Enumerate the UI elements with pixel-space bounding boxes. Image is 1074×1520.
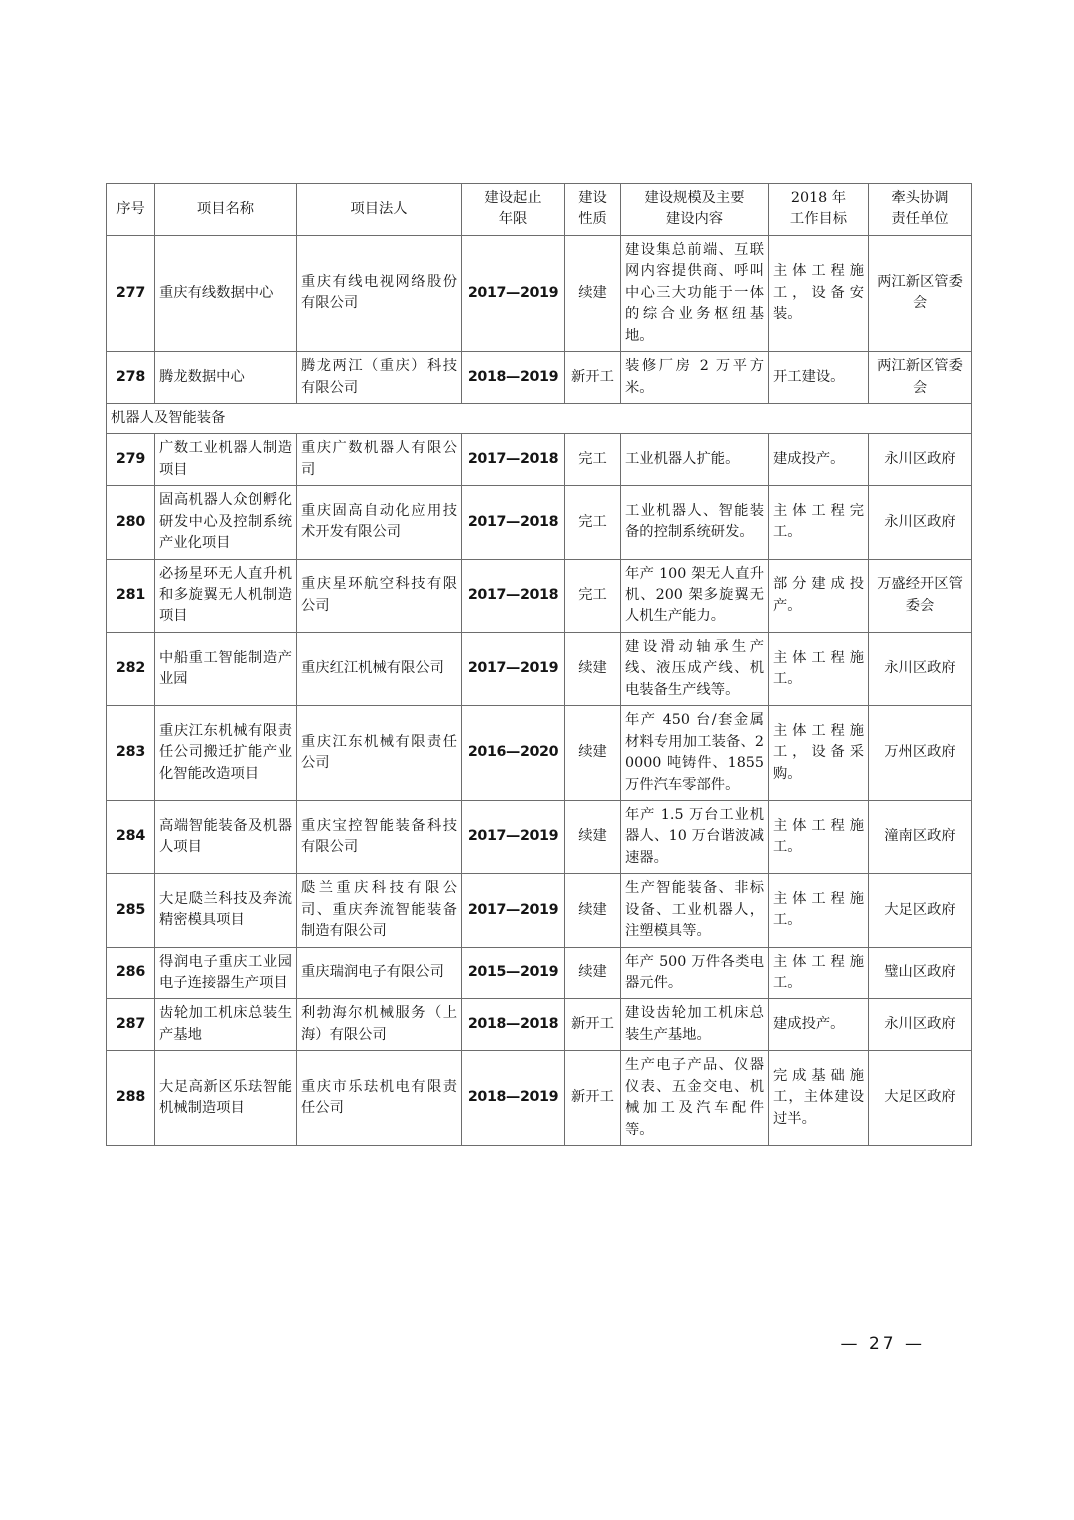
project-list-table	[106, 183, 972, 1146]
cell-legal-person: 重庆瑞润电子有限公司	[297, 947, 462, 999]
table-row	[107, 486, 972, 559]
cell-responsible-unit: 大足区政府	[869, 1051, 972, 1146]
column-header-years	[462, 184, 565, 236]
cell-legal-person: 重庆市乐珐机电有限责任公司	[297, 1051, 462, 1146]
cell-nature: 新开工	[565, 1051, 621, 1146]
table-row	[107, 434, 972, 486]
cell-nature: 完工	[565, 559, 621, 632]
cell-responsible-unit: 永川区政府	[869, 434, 972, 486]
cell-legal-person: 重庆固高自动化应用技术开发有限公司	[297, 486, 462, 559]
cell-goal-2018: 主体工程施工。	[769, 947, 869, 999]
cell-scale-content: 年产 100 架无人直升机、200 架多旋翼无人机生产能力。	[621, 559, 769, 632]
cell-responsible-unit: 璧山区政府	[869, 947, 972, 999]
cell-scale-content: 生产智能装备、非标设备、工业机器人，注塑模具等。	[621, 874, 769, 947]
column-header-line: 年限	[498, 211, 528, 228]
cell-responsible-unit: 潼南区政府	[869, 800, 972, 873]
cell-nature: 新开工	[565, 999, 621, 1051]
cell-index: 286	[107, 947, 155, 999]
cell-goal-2018: 主体工程施工，设备安装。	[769, 235, 869, 351]
cell-legal-person: 腾龙两江（重庆）科技有限公司	[297, 352, 462, 404]
cell-scale-content: 年产 500 万件各类电器元件。	[621, 947, 769, 999]
cell-project-name: 重庆有线数据中心	[155, 235, 297, 351]
cell-years: 2017—2018	[462, 559, 565, 632]
cell-responsible-unit: 永川区政府	[869, 632, 972, 705]
cell-goal-2018: 主体工程完工。	[769, 486, 869, 559]
cell-nature: 完工	[565, 486, 621, 559]
table-row	[107, 1051, 972, 1146]
cell-project-name: 腾龙数据中心	[155, 352, 297, 404]
section-label: 机器人及智能装备	[107, 403, 972, 433]
cell-years: 2018—2019	[462, 352, 565, 404]
cell-goal-2018: 开工建设。	[769, 352, 869, 404]
column-header-line: 建设内容	[665, 211, 724, 228]
cell-years: 2018—2018	[462, 999, 565, 1051]
cell-nature: 续建	[565, 874, 621, 947]
table-section-row	[107, 403, 972, 433]
table-body	[107, 184, 972, 1146]
cell-index: 284	[107, 800, 155, 873]
cell-responsible-unit: 万盛经开区管委会	[869, 559, 972, 632]
cell-goal-2018: 主体工程施工。	[769, 874, 869, 947]
table-header-row	[107, 184, 972, 236]
column-header-goal	[769, 184, 869, 236]
cell-goal-2018: 主体工程施工。	[769, 632, 869, 705]
cell-legal-person: 重庆有线电视网络股份有限公司	[297, 235, 462, 351]
column-header-line: 项目法人	[350, 200, 408, 217]
cell-legal-person: 重庆江东机械有限责任公司	[297, 706, 462, 801]
cell-project-name: 固高机器人众创孵化研发中心及控制系统产业化项目	[155, 486, 297, 559]
column-header-line: 牽头协调	[891, 190, 949, 206]
cell-responsible-unit: 大足区政府	[869, 874, 972, 947]
cell-legal-person: 瓞兰重庆科技有限公司、重庆奔流智能装备制造有限公司	[297, 874, 462, 947]
cell-nature: 续建	[565, 947, 621, 999]
column-header-line: 工作目标	[789, 211, 848, 228]
cell-goal-2018: 部分建成投产。	[769, 559, 869, 632]
cell-scale-content: 年产 1.5 万台工业机器人、10 万台谐波减速器。	[621, 800, 769, 873]
cell-years: 2017—2018	[462, 434, 565, 486]
cell-index: 277	[107, 235, 155, 351]
cell-index: 282	[107, 632, 155, 705]
cell-index: 283	[107, 706, 155, 801]
table-row	[107, 947, 972, 999]
cell-project-name: 得润电子重庆工业园电子连接器生产项目	[155, 947, 297, 999]
cell-nature: 续建	[565, 706, 621, 801]
cell-responsible-unit: 两江新区管委会	[869, 235, 972, 351]
cell-responsible-unit: 两江新区管委会	[869, 352, 972, 404]
cell-goal-2018: 建成投产。	[769, 999, 869, 1051]
cell-goal-2018: 建成投产。	[769, 434, 869, 486]
column-header-unit	[869, 184, 972, 236]
column-header-line: 责任单位	[891, 211, 949, 228]
cell-scale-content: 装修厂房 2 万平方米。	[621, 352, 769, 404]
cell-legal-person: 重庆红江机械有限公司	[297, 632, 462, 705]
table-row	[107, 235, 972, 351]
column-header-line: 建设	[578, 190, 607, 206]
cell-index: 279	[107, 434, 155, 486]
column-header-index	[107, 184, 155, 236]
cell-project-name: 必扬星环无人直升机和多旋翼无人机制造项目	[155, 559, 297, 632]
column-header-line: 建设起止	[484, 190, 542, 206]
column-header-line: 序号	[116, 200, 145, 217]
cell-scale-content: 工业机器人、智能装备的控制系统研发。	[621, 486, 769, 559]
cell-nature: 新开工	[565, 352, 621, 404]
column-header-line: 2018 年	[790, 190, 847, 206]
cell-legal-person: 重庆广数机器人有限公司	[297, 434, 462, 486]
cell-scale-content: 年产 450 台/套金属材料专用加工装备、20000 吨铸件、1855 万件汽车零部件。	[621, 706, 769, 801]
cell-index: 281	[107, 559, 155, 632]
cell-scale-content: 生产电子产品、仪器仪表、五金交电、机械加工及汽车配件等。	[621, 1051, 769, 1146]
cell-legal-person: 利勃海尔机械服务（上海）有限公司	[297, 999, 462, 1051]
cell-nature: 续建	[565, 235, 621, 351]
cell-project-name: 重庆江东机械有限责任公司搬迁扩能产业化智能改造项目	[155, 706, 297, 801]
column-header-legal-person	[297, 184, 462, 236]
cell-project-name: 高端智能装备及机器人项目	[155, 800, 297, 873]
cell-index: 278	[107, 352, 155, 404]
table-row	[107, 352, 972, 404]
cell-index: 288	[107, 1051, 155, 1146]
cell-years: 2017—2018	[462, 486, 565, 559]
table-row	[107, 999, 972, 1051]
cell-scale-content: 建设滑动轴承生产线、液压成产线、机电装备生产线等。	[621, 632, 769, 705]
cell-nature: 续建	[565, 800, 621, 873]
cell-index: 280	[107, 486, 155, 559]
project-table-container	[106, 183, 971, 1146]
column-header-scale	[621, 184, 769, 236]
cell-index: 285	[107, 874, 155, 947]
cell-goal-2018: 主体工程施工。	[769, 800, 869, 873]
column-header-line: 性质	[578, 211, 607, 228]
cell-project-name: 广数工业机器人制造项目	[155, 434, 297, 486]
cell-nature: 续建	[565, 632, 621, 705]
table-row	[107, 800, 972, 873]
cell-project-name: 齿轮加工机床总装生产基地	[155, 999, 297, 1051]
page-number: — 27 —	[840, 1334, 925, 1354]
cell-legal-person: 重庆星环航空科技有限公司	[297, 559, 462, 632]
cell-legal-person: 重庆宝控智能装备科技有限公司	[297, 800, 462, 873]
cell-scale-content: 建设齿轮加工机床总装生产基地。	[621, 999, 769, 1051]
cell-responsible-unit: 永川区政府	[869, 486, 972, 559]
cell-years: 2017—2019	[462, 800, 565, 873]
column-header-name	[155, 184, 297, 236]
column-header-nature	[565, 184, 621, 236]
cell-years: 2017—2019	[462, 235, 565, 351]
cell-years: 2016—2020	[462, 706, 565, 801]
cell-goal-2018: 完成基础施工，主体建设过半。	[769, 1051, 869, 1146]
cell-project-name: 中船重工智能制造产业园	[155, 632, 297, 705]
table-row	[107, 559, 972, 632]
table-row	[107, 632, 972, 705]
column-header-line: 建设规模及主要	[644, 190, 745, 206]
cell-years: 2018—2019	[462, 1051, 565, 1146]
cell-nature: 完工	[565, 434, 621, 486]
cell-scale-content: 工业机器人扩能。	[621, 434, 769, 486]
column-header-line: 项目名称	[196, 200, 255, 217]
cell-goal-2018: 主体工程施工，设备采购。	[769, 706, 869, 801]
cell-project-name: 大足瓞兰科技及奔流精密模具项目	[155, 874, 297, 947]
cell-project-name: 大足高新区乐珐智能机械制造项目	[155, 1051, 297, 1146]
cell-responsible-unit: 永川区政府	[869, 999, 972, 1051]
table-row	[107, 874, 972, 947]
cell-years: 2015—2019	[462, 947, 565, 999]
cell-index: 287	[107, 999, 155, 1051]
cell-years: 2017—2019	[462, 874, 565, 947]
cell-scale-content: 建设集总前端、互联网内容提供商、呼叫中心三大功能于一体的综合业务枢纽基地。	[621, 235, 769, 351]
cell-years: 2017—2019	[462, 632, 565, 705]
cell-responsible-unit: 万州区政府	[869, 706, 972, 801]
table-row	[107, 706, 972, 801]
